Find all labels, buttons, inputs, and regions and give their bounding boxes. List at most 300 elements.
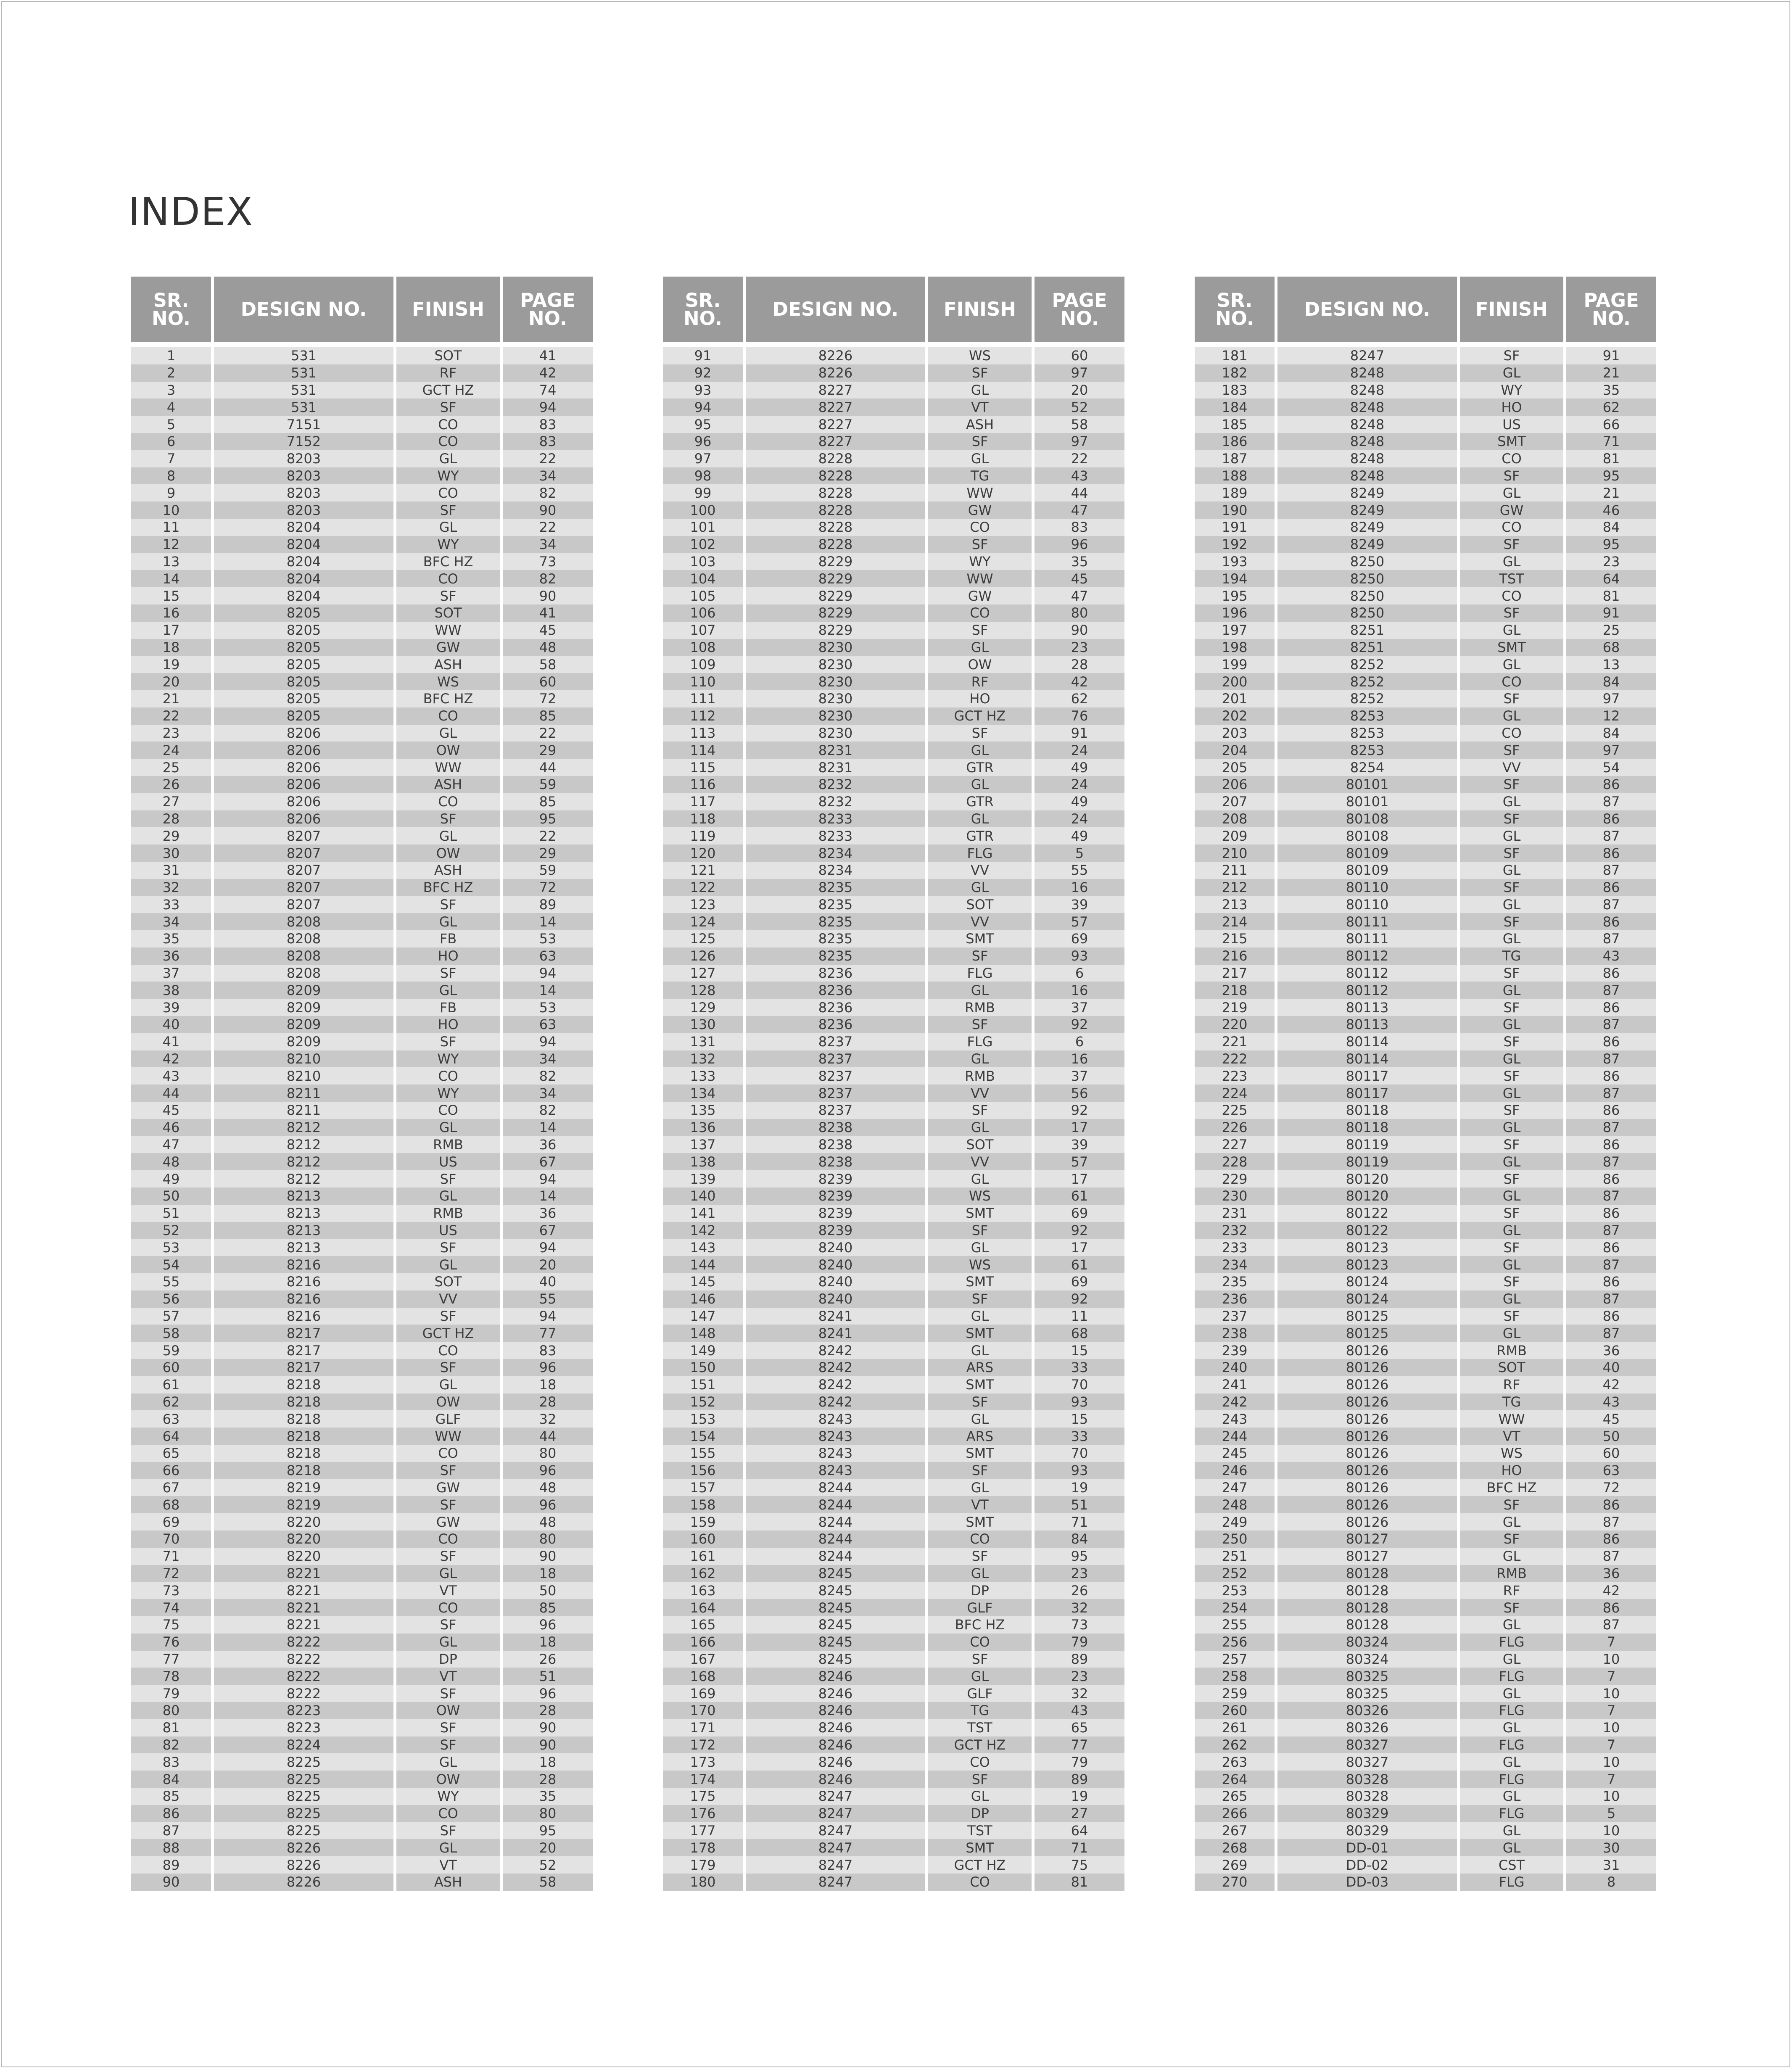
page-no-cell: 90: [503, 1736, 593, 1754]
finish-cell: US: [396, 1222, 503, 1239]
sr-no-cell: 138: [663, 1153, 746, 1170]
design-no-cell: 8222: [214, 1634, 396, 1651]
sr-no-cell: 89: [131, 1856, 214, 1874]
page-no-cell: 72: [503, 690, 593, 707]
sr-no-cell: 8: [131, 467, 214, 485]
finish-cell: CO: [396, 433, 503, 450]
finish-cell: GLF: [928, 1599, 1035, 1616]
design-no-cell: 8225: [214, 1771, 396, 1788]
page-no-cell: 34: [503, 1085, 593, 1102]
sr-no-cell: 215: [1195, 930, 1277, 947]
page-no-cell: 25: [1566, 622, 1656, 639]
design-no-cell: 8204: [214, 570, 396, 587]
page-no-cell: 86: [1566, 1067, 1656, 1085]
sr-no-cell: 121: [663, 862, 746, 879]
table-row: [131, 347, 593, 364]
design-no-cell: 80328: [1277, 1771, 1460, 1788]
finish-cell: GL: [1460, 1548, 1566, 1565]
sr-no-cell: 267: [1195, 1822, 1277, 1839]
table-row: [1195, 810, 1656, 828]
design-no-cell: 8242: [746, 1342, 928, 1359]
page-no-cell: 14: [503, 1188, 593, 1205]
finish-cell: US: [1460, 416, 1566, 433]
design-no-cell: 8236: [746, 982, 928, 999]
finish-cell: GL: [928, 1342, 1035, 1359]
table-row: [663, 1719, 1124, 1736]
page-no-cell: 50: [503, 1582, 593, 1599]
table-row: [131, 1393, 593, 1411]
sr-no-cell: 232: [1195, 1222, 1277, 1239]
sr-no-cell: 132: [663, 1050, 746, 1068]
finish-cell: SF: [396, 896, 503, 913]
sr-no-cell: 192: [1195, 536, 1277, 553]
sr-no-cell: 34: [131, 913, 214, 930]
page-no-cell: 10: [1566, 1753, 1656, 1771]
sr-no-cell: 155: [663, 1445, 746, 1462]
table-row: [1195, 1308, 1656, 1325]
finish-cell: SF: [928, 1462, 1035, 1479]
sr-no-cell: 235: [1195, 1273, 1277, 1290]
table-row: [663, 1170, 1124, 1188]
sr-no-cell: 30: [131, 844, 214, 862]
design-no-cell: 8207: [214, 844, 396, 862]
page-no-cell: 11: [1035, 1308, 1124, 1325]
page-no-cell: 42: [503, 364, 593, 382]
page-no-cell: 39: [1035, 896, 1124, 913]
design-no-cell: 8236: [746, 965, 928, 982]
finish-cell: CO: [396, 1342, 503, 1359]
table-row: [1195, 347, 1656, 364]
sr-no-cell: 47: [131, 1136, 214, 1153]
design-no-cell: 80111: [1277, 930, 1460, 947]
page-no-cell: 67: [503, 1222, 593, 1239]
design-no-cell: 8203: [214, 501, 396, 519]
table-row: [1195, 1616, 1656, 1634]
finish-cell: GL: [396, 1188, 503, 1205]
table-row: [1195, 1170, 1656, 1188]
header-design-no: DESIGN NO.: [746, 277, 928, 342]
page-no-cell: 40: [503, 1273, 593, 1290]
page-no-cell: 28: [1035, 656, 1124, 673]
table-row: [663, 553, 1124, 570]
table-row: [1195, 1085, 1656, 1102]
sr-no-cell: 93: [663, 382, 746, 399]
table-row: [131, 862, 593, 879]
finish-cell: SF: [928, 1222, 1035, 1239]
page-no-cell: 89: [503, 896, 593, 913]
finish-cell: GW: [928, 501, 1035, 519]
finish-cell: WW: [928, 570, 1035, 587]
design-no-cell: 80326: [1277, 1702, 1460, 1719]
design-no-cell: 8235: [746, 947, 928, 965]
page-no-cell: 71: [1566, 433, 1656, 450]
design-no-cell: 8209: [214, 999, 396, 1016]
sr-no-cell: 253: [1195, 1582, 1277, 1599]
design-no-cell: 80120: [1277, 1170, 1460, 1188]
design-no-cell: 80126: [1277, 1496, 1460, 1513]
table-row: [131, 1599, 593, 1616]
page-no-cell: 71: [1035, 1839, 1124, 1856]
page-no-cell: 7: [1566, 1702, 1656, 1719]
design-no-cell: 80114: [1277, 1033, 1460, 1050]
design-no-cell: 7152: [214, 433, 396, 450]
table-row: [131, 570, 593, 587]
sr-no-cell: 185: [1195, 416, 1277, 433]
finish-cell: GL: [1460, 1085, 1566, 1102]
design-no-cell: 8248: [1277, 433, 1460, 450]
design-no-cell: 8223: [214, 1702, 396, 1719]
page-no-cell: 87: [1566, 1548, 1656, 1565]
page-no-cell: 86: [1566, 1239, 1656, 1256]
table-row: [663, 656, 1124, 673]
table-row: [131, 1308, 593, 1325]
design-no-cell: 8229: [746, 622, 928, 639]
page-no-cell: 95: [1566, 536, 1656, 553]
design-no-cell: 8209: [214, 1033, 396, 1050]
table-row: [663, 1256, 1124, 1273]
table-row: [1195, 364, 1656, 382]
finish-cell: WY: [396, 467, 503, 485]
sr-no-cell: 231: [1195, 1205, 1277, 1222]
design-no-cell: 8237: [746, 1033, 928, 1050]
finish-cell: VV: [396, 1290, 503, 1308]
table-row: [663, 1016, 1124, 1033]
design-no-cell: 8244: [746, 1548, 928, 1565]
page-no-cell: 77: [503, 1325, 593, 1342]
table-row: [131, 553, 593, 570]
finish-cell: GL: [928, 776, 1035, 793]
table-row: [131, 604, 593, 622]
page-no-cell: 52: [1035, 398, 1124, 416]
table-row: [1195, 416, 1656, 433]
page-no-cell: 17: [1035, 1170, 1124, 1188]
table-row: [131, 1067, 593, 1085]
sr-no-cell: 25: [131, 759, 214, 776]
page-no-cell: 96: [503, 1616, 593, 1634]
table-row: [131, 1856, 593, 1874]
table-row: [131, 1805, 593, 1822]
table-row: [1195, 1136, 1656, 1153]
table-row: [1195, 673, 1656, 690]
sr-no-cell: 63: [131, 1410, 214, 1428]
design-no-cell: 8216: [214, 1290, 396, 1308]
sr-no-cell: 135: [663, 1102, 746, 1119]
table-row: [131, 1085, 593, 1102]
finish-cell: WY: [396, 1050, 503, 1068]
page-no-cell: 86: [1566, 776, 1656, 793]
header-sr-no: SR. NO.: [131, 277, 214, 342]
design-no-cell: 8237: [746, 1102, 928, 1119]
finish-cell: GL: [1460, 1513, 1566, 1531]
table-row: [131, 1239, 593, 1256]
sr-no-cell: 146: [663, 1290, 746, 1308]
table-row: [1195, 896, 1656, 913]
sr-no-cell: 46: [131, 1119, 214, 1136]
table-row: [131, 1359, 593, 1376]
page-no-cell: 92: [1035, 1016, 1124, 1033]
finish-cell: ASH: [396, 862, 503, 879]
sr-no-cell: 165: [663, 1616, 746, 1634]
table-row: [663, 1548, 1124, 1565]
sr-no-cell: 181: [1195, 347, 1277, 364]
sr-no-cell: 22: [131, 707, 214, 725]
finish-cell: SF: [928, 622, 1035, 639]
page-no-cell: 83: [503, 433, 593, 450]
sr-no-cell: 85: [131, 1788, 214, 1805]
page-no-cell: 30: [1566, 1839, 1656, 1856]
index-table-3: [1195, 277, 1656, 1891]
finish-cell: RF: [396, 364, 503, 382]
table-row: [1195, 1239, 1656, 1256]
table-row: [663, 690, 1124, 707]
page-no-cell: 87: [1566, 1153, 1656, 1170]
sr-no-cell: 217: [1195, 965, 1277, 982]
table-row: [663, 1616, 1124, 1634]
design-no-cell: 8205: [214, 656, 396, 673]
page-no-cell: 31: [1566, 1856, 1656, 1874]
sr-no-cell: 149: [663, 1342, 746, 1359]
finish-cell: GL: [396, 1839, 503, 1856]
finish-cell: WY: [396, 1085, 503, 1102]
design-no-cell: 531: [214, 364, 396, 382]
page-title: INDEX: [128, 189, 253, 234]
table-row: [131, 1874, 593, 1891]
page-no-cell: 22: [503, 519, 593, 536]
page-no-cell: 60: [1035, 347, 1124, 364]
finish-cell: GL: [1460, 862, 1566, 879]
finish-cell: SF: [1460, 604, 1566, 622]
finish-cell: BFC HZ: [396, 553, 503, 570]
sr-no-cell: 270: [1195, 1874, 1277, 1891]
page-no-cell: 10: [1566, 1788, 1656, 1805]
table-row: [663, 1445, 1124, 1462]
table-row: [663, 1651, 1124, 1668]
page-no-cell: 60: [1566, 1445, 1656, 1462]
page-no-cell: 85: [503, 707, 593, 725]
sr-no-cell: 122: [663, 879, 746, 896]
page-no-cell: 41: [503, 604, 593, 622]
sr-no-cell: 52: [131, 1222, 214, 1239]
sr-no-cell: 117: [663, 793, 746, 810]
design-no-cell: 8234: [746, 844, 928, 862]
sr-no-cell: 91: [663, 347, 746, 364]
sr-no-cell: 261: [1195, 1719, 1277, 1736]
table-row: [1195, 999, 1656, 1016]
design-no-cell: 80109: [1277, 844, 1460, 862]
table-row: [131, 656, 593, 673]
table-row: [1195, 1479, 1656, 1496]
page-no-cell: 5: [1566, 1805, 1656, 1822]
design-no-cell: 80108: [1277, 827, 1460, 844]
sr-no-cell: 151: [663, 1376, 746, 1393]
design-no-cell: DD-02: [1277, 1856, 1460, 1874]
design-no-cell: 8240: [746, 1290, 928, 1308]
design-no-cell: 8207: [214, 862, 396, 879]
design-no-cell: 80111: [1277, 913, 1460, 930]
table-row: [131, 999, 593, 1016]
finish-cell: SF: [1460, 913, 1566, 930]
design-no-cell: 8204: [214, 536, 396, 553]
finish-cell: CO: [1460, 519, 1566, 536]
sr-no-cell: 152: [663, 1393, 746, 1411]
table-row: [1195, 1050, 1656, 1068]
page-no-cell: 81: [1566, 587, 1656, 604]
finish-cell: CO: [1460, 725, 1566, 742]
finish-cell: SF: [928, 1290, 1035, 1308]
design-no-cell: 8243: [746, 1428, 928, 1445]
finish-cell: BFC HZ: [396, 879, 503, 896]
sr-no-cell: 71: [131, 1548, 214, 1565]
sr-no-cell: 161: [663, 1548, 746, 1565]
table-row: [1195, 1634, 1656, 1651]
table-row: [663, 484, 1124, 501]
design-no-cell: 8206: [214, 759, 396, 776]
page-no-cell: 95: [1035, 1548, 1124, 1565]
sr-no-cell: 4: [131, 398, 214, 416]
page-no-cell: 96: [1035, 536, 1124, 553]
table-row: [663, 347, 1124, 364]
page-no-cell: 81: [1566, 450, 1656, 467]
table-row: [131, 793, 593, 810]
table-row: [131, 1222, 593, 1239]
table-row: [1195, 519, 1656, 536]
finish-cell: CO: [1460, 673, 1566, 690]
sr-no-cell: 92: [663, 364, 746, 382]
sr-no-cell: 94: [663, 398, 746, 416]
page-no-cell: 20: [503, 1256, 593, 1273]
table-row: [1195, 1856, 1656, 1874]
design-no-cell: 8213: [214, 1205, 396, 1222]
table-row: [131, 1290, 593, 1308]
design-no-cell: 80328: [1277, 1788, 1460, 1805]
finish-cell: GL: [396, 1565, 503, 1582]
finish-cell: FLG: [928, 965, 1035, 982]
table-row: [131, 1119, 593, 1136]
table-row: [663, 1736, 1124, 1754]
table-row: [1195, 742, 1656, 759]
design-no-cell: 80101: [1277, 793, 1460, 810]
page-no-cell: 35: [503, 1788, 593, 1805]
page-no-cell: 97: [1566, 690, 1656, 707]
sr-no-cell: 180: [663, 1874, 746, 1891]
design-no-cell: 80123: [1277, 1256, 1460, 1273]
sr-no-cell: 123: [663, 896, 746, 913]
table-row: [1195, 587, 1656, 604]
finish-cell: GL: [1460, 1188, 1566, 1205]
page-no-cell: 89: [1035, 1651, 1124, 1668]
design-no-cell: 8230: [746, 656, 928, 673]
page-no-cell: 43: [1566, 1393, 1656, 1411]
sr-no-cell: 31: [131, 862, 214, 879]
sr-no-cell: 156: [663, 1462, 746, 1479]
page-no-cell: 28: [503, 1393, 593, 1411]
table-row: [663, 1033, 1124, 1050]
finish-cell: GCT HZ: [928, 1736, 1035, 1754]
page-no-cell: 87: [1566, 1085, 1656, 1102]
sr-no-cell: 12: [131, 536, 214, 553]
sr-no-cell: 239: [1195, 1342, 1277, 1359]
sr-no-cell: 268: [1195, 1839, 1277, 1856]
design-no-cell: 8228: [746, 450, 928, 467]
page-no-cell: 16: [1035, 879, 1124, 896]
finish-cell: CO: [928, 1634, 1035, 1651]
table-row: [131, 1634, 593, 1651]
sr-no-cell: 78: [131, 1668, 214, 1685]
page-no-cell: 73: [503, 553, 593, 570]
sr-no-cell: 69: [131, 1513, 214, 1531]
sr-no-cell: 265: [1195, 1788, 1277, 1805]
design-no-cell: 80124: [1277, 1273, 1460, 1290]
page-no-cell: 37: [1035, 999, 1124, 1016]
sr-no-cell: 107: [663, 622, 746, 639]
finish-cell: VT: [928, 1496, 1035, 1513]
page-no-cell: 94: [503, 398, 593, 416]
finish-cell: SF: [928, 1651, 1035, 1668]
finish-cell: SF: [1460, 1067, 1566, 1085]
table-row: [663, 1753, 1124, 1771]
sr-no-cell: 74: [131, 1599, 214, 1616]
finish-cell: GL: [396, 827, 503, 844]
page-no-cell: 27: [1035, 1805, 1124, 1822]
finish-cell: GL: [1460, 1016, 1566, 1033]
sr-no-cell: 248: [1195, 1496, 1277, 1513]
header-sr-no: SR. NO.: [663, 277, 746, 342]
design-no-cell: 8205: [214, 690, 396, 707]
table-row: [1195, 1874, 1656, 1891]
table-row: [663, 1428, 1124, 1445]
finish-cell: SF: [396, 1033, 503, 1050]
page-no-cell: 86: [1566, 810, 1656, 828]
page-no-cell: 6: [1035, 965, 1124, 982]
table-row: [663, 1496, 1124, 1513]
sr-no-cell: 154: [663, 1428, 746, 1445]
finish-cell: GTR: [928, 759, 1035, 776]
design-no-cell: 8249: [1277, 536, 1460, 553]
table-row: [663, 1359, 1124, 1376]
design-no-cell: 8249: [1277, 484, 1460, 501]
sr-no-cell: 125: [663, 930, 746, 947]
table-row: [131, 639, 593, 656]
design-no-cell: 8227: [746, 382, 928, 399]
sr-no-cell: 167: [663, 1651, 746, 1668]
sr-no-cell: 182: [1195, 364, 1277, 382]
finish-cell: GL: [1460, 1222, 1566, 1239]
sr-no-cell: 80: [131, 1702, 214, 1719]
design-no-cell: 8222: [214, 1685, 396, 1702]
design-no-cell: 8248: [1277, 364, 1460, 382]
finish-cell: RMB: [928, 999, 1035, 1016]
finish-cell: HO: [1460, 1462, 1566, 1479]
sr-no-cell: 175: [663, 1788, 746, 1805]
finish-cell: CST: [1460, 1856, 1566, 1874]
table-row: [1195, 1376, 1656, 1393]
table-row: [131, 1839, 593, 1856]
design-no-cell: 80120: [1277, 1188, 1460, 1205]
table-row: [131, 1651, 593, 1668]
design-no-cell: 8247: [746, 1805, 928, 1822]
finish-cell: FLG: [1460, 1874, 1566, 1891]
page-no-cell: 33: [1035, 1359, 1124, 1376]
page-no-cell: 34: [503, 467, 593, 485]
design-no-cell: 80128: [1277, 1616, 1460, 1634]
page-no-cell: 43: [1566, 947, 1656, 965]
sr-no-cell: 230: [1195, 1188, 1277, 1205]
table-row: [663, 982, 1124, 999]
finish-cell: CO: [396, 707, 503, 725]
design-no-cell: 8245: [746, 1634, 928, 1651]
table-row: [131, 690, 593, 707]
sr-no-cell: 223: [1195, 1067, 1277, 1085]
